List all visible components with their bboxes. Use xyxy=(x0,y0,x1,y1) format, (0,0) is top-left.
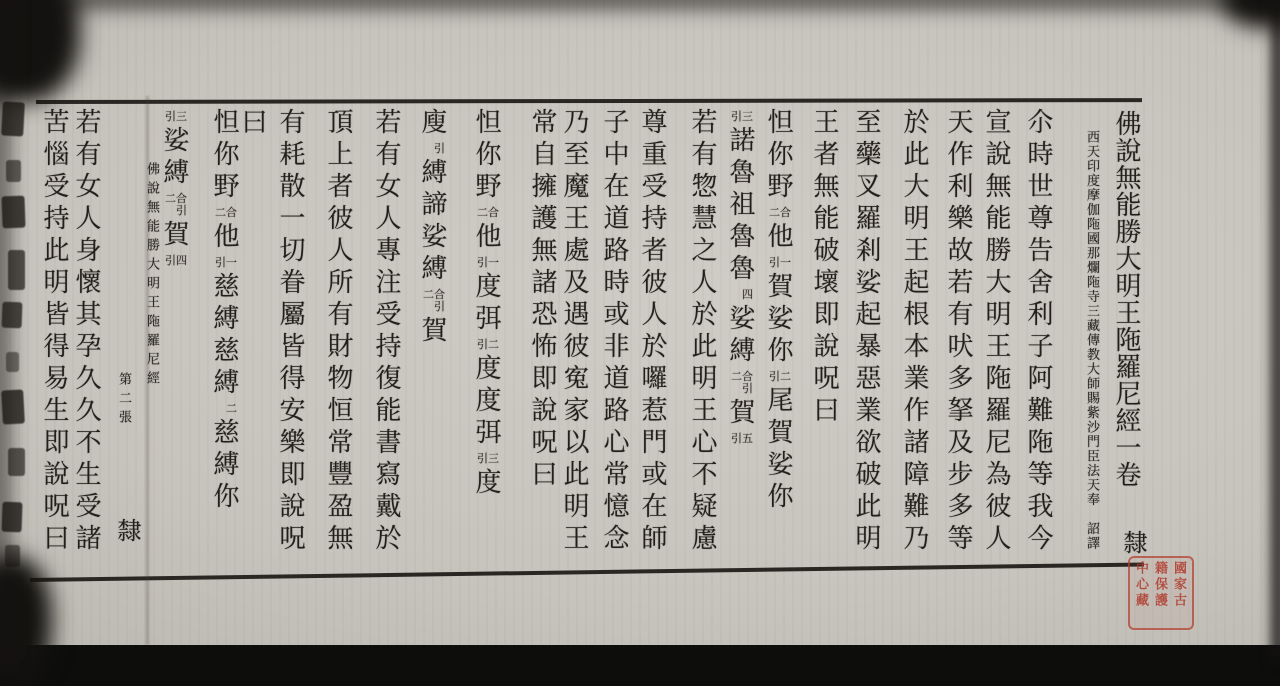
mantra-annotation: 四 xyxy=(742,288,753,301)
left-edge-shadow xyxy=(0,0,6,660)
collation-mark-left: 隸 xyxy=(113,518,141,544)
mantra-annotation: 引五 xyxy=(731,432,753,445)
right-edge-shadow xyxy=(1272,0,1280,660)
text-column-5: 至藥叉羅剎娑起暴惡業欲破此明 xyxy=(851,108,881,556)
seal-text-column: 中心藏 xyxy=(1133,561,1148,609)
text-column-13: 頂上者彼人所有財物恒常豐盈無 xyxy=(323,108,353,556)
text-column-7: 若有惣慧之人於此明王心不疑慮 xyxy=(687,108,717,556)
seal-text-column: 國家古 xyxy=(1171,561,1186,609)
mantra-annotation: 二合引 xyxy=(165,192,187,217)
mantra-annotation: 二合引 xyxy=(423,288,445,313)
mantra-column-1b: 引三諾魯祖魯魯四娑縛二合引賀引五 xyxy=(725,110,755,445)
sheet-title-small-column: 佛說無能勝大明王陁羅尼經 xyxy=(144,162,159,390)
text-column-14: 有耗散一切眷屬皆得安樂即說呪 xyxy=(275,108,305,556)
text-column-12: 若有女人專注受持復能書寫戴於 xyxy=(371,108,401,556)
mantra-annotation: 引一 xyxy=(477,256,499,269)
title-column: 佛說無能勝大明王陁羅尼經一卷 xyxy=(1111,110,1141,488)
mantra-column-3b: 引三娑縛二合引賀引四 xyxy=(159,110,189,267)
mantra-annotation: 引二 xyxy=(477,338,499,351)
text-column-1: 尒時世尊告舍利子阿難陁等我今 xyxy=(1023,108,1053,556)
mantra-annotation: 引三 xyxy=(731,110,753,123)
mantra-column-3a: 怛你野二合他引一慈縛慈縛二慈縛你 xyxy=(209,108,239,514)
mantra-annotation: 二合 xyxy=(477,206,499,219)
mantra-annotation: 二 xyxy=(226,402,237,415)
mantra-column-2a: 怛你野二合他引一度弭引二度度弭引三度 xyxy=(471,108,501,500)
text-column-17: 苦惱受持此明皆得易生即說呪曰 xyxy=(39,108,69,556)
mantra-annotation: 引一 xyxy=(215,256,237,269)
text-column-4: 於此大明王起根本業作諸障難乃 xyxy=(899,108,929,556)
text-column-9: 子中在道路時或非道路心常憶念 xyxy=(599,108,629,556)
translator-column: 西天印度摩伽陁國那爛陁寺三藏傳教大師賜紫沙門臣法天奉 詔譯 xyxy=(1084,130,1099,551)
collation-mark-right: 隸 xyxy=(1119,530,1147,556)
text-column-3: 天作利樂故若有吠多拏及步多等 xyxy=(943,108,973,556)
mantra-annotation: 引二 xyxy=(769,370,791,383)
mantra-annotation: 二合 xyxy=(215,206,237,219)
text-column-11: 常自擁護無諸恐怖即說呪曰 xyxy=(527,108,557,492)
sheet-number-column: 第二張 xyxy=(116,372,131,429)
frame-bottom-rule xyxy=(30,562,1144,582)
mantra-column-2b: 廋引縛諦娑縛二合引賀 xyxy=(417,108,447,348)
text-column-8: 尊重受持者彼人於囉惹門或在師 xyxy=(637,108,667,556)
mantra-annotation: 引 xyxy=(434,142,445,155)
text-column-2: 宣說無能勝大明王陁羅尼為彼人 xyxy=(981,108,1011,556)
mantra-annotation: 引三 xyxy=(165,110,187,123)
frame-top-rule xyxy=(36,98,1142,104)
mantra-annotation: 二合引 xyxy=(731,370,753,395)
top-left-corner-shadow xyxy=(0,0,80,102)
top-edge-shadow xyxy=(0,0,1280,5)
mantra-annotation: 引一 xyxy=(769,256,791,269)
collection-seal xyxy=(1128,556,1194,630)
text-column-10: 乃至魔王處及遇彼寃家以此明王 xyxy=(559,108,589,556)
mantra-annotation: 二合 xyxy=(769,206,791,219)
mantra-annotation: 引三 xyxy=(477,452,499,465)
seal-text-column: 籍保護 xyxy=(1152,561,1167,609)
text-column-6: 王者無能破壞即說呪曰 xyxy=(809,108,839,428)
text-column-16: 若有女人身懷其孕久久不生受諸 xyxy=(71,108,101,556)
text-column-15: 曰 xyxy=(237,108,267,140)
bottom-left-corner-shadow xyxy=(0,556,52,686)
mantra-annotation: 引四 xyxy=(165,254,187,267)
mantra-column-1a: 怛你野二合他引一賀娑你引二尾賀娑你 xyxy=(763,108,793,514)
